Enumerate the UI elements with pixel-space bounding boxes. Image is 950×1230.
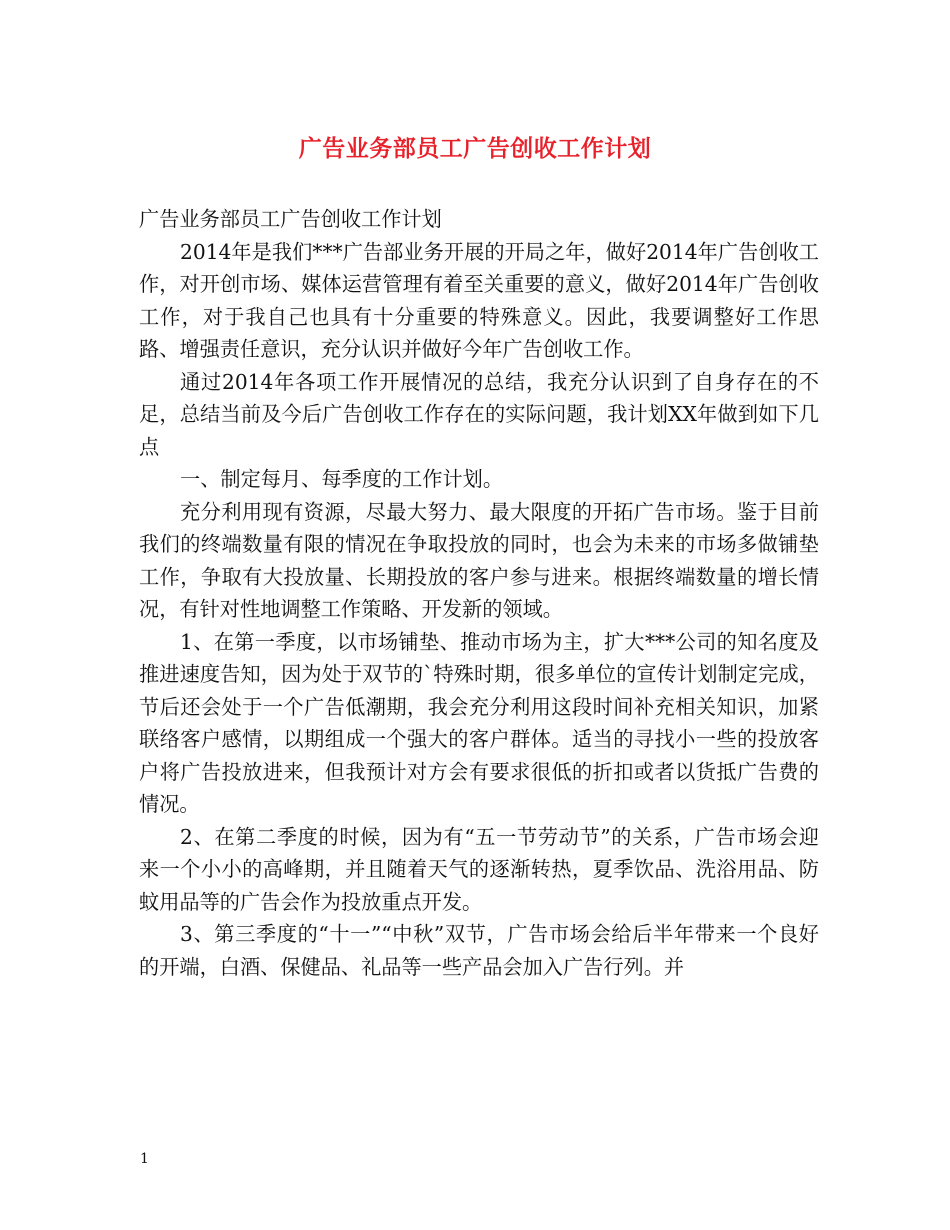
paragraph-heading-1: 一、制定每月、每季度的工作计划。 bbox=[180, 467, 504, 491]
paragraph-q3: 3、第三季度的“十一”“中秋”双节，广告市场会给后半年带来一个良好的开端，白酒、保健品、礼品等一些产品会加入广告行列。并 bbox=[139, 922, 819, 979]
paragraph-q2: 2、在第二季度的时候，因为有“五一节劳动节”的关系，广告市场会迎来一个小小的高峰期，并且随着天气的逐渐转热，夏季饮品、洗浴用品、防蚊用品等的广告会作为投放重点开发。 bbox=[139, 824, 819, 914]
document-body bbox=[139, 203, 819, 983]
paragraph-summary: 通过2014年各项工作开展情况的总结，我充分认识到了自身存在的不足，总结当前及今后广告创收工作存在的实际问题，我计划XX年做到如下几点 bbox=[139, 369, 819, 459]
paragraph-subtitle: 广告业务部员工广告创收工作计划 bbox=[139, 207, 442, 231]
paragraph-intro: 2014年是我们***广告部业务开展的开局之年，做好2014年广告创收工作，对开创市场、媒体运营管理有着至关重要的意义，做好2014年广告创收工作，对于我自己也具有十分重要的特殊意义。因此，我要调整好工作思路、增强责任意识，充分认识并做好今年广告创收工作。 bbox=[139, 239, 819, 361]
paragraph-resources: 充分利用现有资源，尽最大努力、最大限度的开拓广告市场。鉴于目前我们的终端数量有限的情况在争取投放的同时，也会为未来的市场多做铺垫工作，争取有大投放量、长期投放的客户参与进来。根据终端数量的增长情况，有针对性地调整工作策略、开发新的领域。 bbox=[139, 499, 819, 621]
paragraph-q1: 1、在第一季度，以市场铺垫、推动市场为主，扩大***公司的知名度及推进速度告知，因为处于双节的`特殊时期，很多单位的宣传计划制定完成，节后还会处于一个广告低潮期，我会充分利用这段时间补充相关知识，加紧联络客户感情，以期组成一个强大的客户群体。适当的寻找小一些的投放客户将广告投放进来，但我预计对方会有要求很低的折扣或者以货抵广告费的情况。 bbox=[139, 629, 819, 816]
page-number: 1 bbox=[140, 1151, 149, 1167]
document-title: 广告业务部员工广告创收工作计划 bbox=[298, 135, 652, 162]
